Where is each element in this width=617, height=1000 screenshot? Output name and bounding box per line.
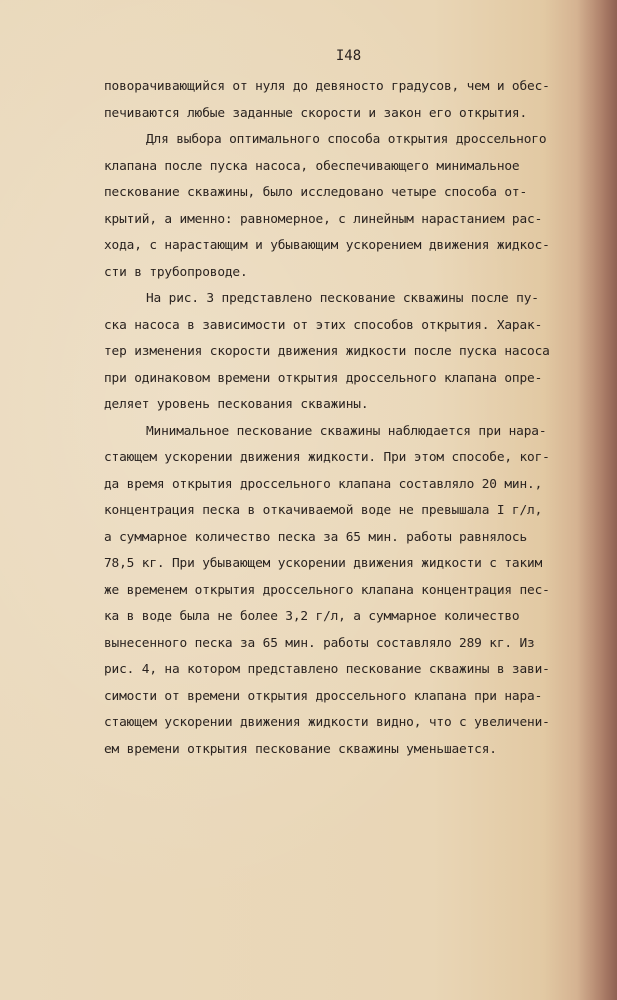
text-line: концентрация песка в откачиваемой воде не превышала I г/л, bbox=[104, 503, 543, 518]
text-line: ем времени открытия пескование скважины уменьшается. bbox=[104, 741, 497, 757]
text-line: рис. 4, на котором представлено пескование скважины в зави- bbox=[104, 662, 550, 677]
text-line: тер изменения скорости движения жидкости после пуска насоса bbox=[104, 344, 550, 359]
text-line: стающем ускорении движения жидкости. При этом способе, ког- bbox=[104, 450, 550, 465]
text-line: крытий, а именно: равномерное, с линейным нарастанием рас- bbox=[104, 211, 543, 227]
text-line: да время открытия дроссельного клапана составляло 20 мин., bbox=[104, 476, 543, 492]
text-line: На рис. 3 представлено пескование скважины после пу- bbox=[146, 291, 539, 306]
text-line: печиваются любые заданные скорости и закон его открытия. bbox=[104, 105, 528, 121]
text-line: клапана после пуска насоса, обеспечивающего минимальное bbox=[104, 158, 520, 174]
text-line: симости от времени открытия дроссельного клапана при нара- bbox=[104, 688, 543, 704]
text-line: вынесенного песка за 65 мин. работы составляло 289 кг. Из bbox=[104, 635, 535, 651]
text-line: ска насоса в зависимости от этих способов открытия. Харак- bbox=[104, 317, 543, 333]
text-line: Минимальное пескование скважины наблюдается при нара- bbox=[146, 423, 547, 439]
text-line: ка в воде была не более 3,2 г/л, а суммарное количество bbox=[104, 609, 520, 624]
text-line: при одинаковом времени открытия дроссельного клапана опре- bbox=[104, 370, 543, 386]
text-line: а суммарное количество песка за 65 мин. работы равнялось bbox=[104, 529, 528, 545]
text-line: стающем ускорении движения жидкости видно, что с увеличени- bbox=[104, 715, 550, 730]
page-number: I48 bbox=[335, 48, 362, 64]
text-line: сти в трубопроводе. bbox=[104, 264, 248, 280]
text-line: деляет уровень пескования скважины. bbox=[104, 397, 369, 412]
text-line: хода, с нарастающим и убывающим ускорением движения жидкос- bbox=[104, 238, 550, 253]
text-line: Для выбора оптимального способа открытия дроссельного bbox=[146, 132, 547, 147]
text-line: же временем открытия дроссельного клапана концентрация пес- bbox=[104, 582, 550, 598]
text-line: поворачивающийся от нуля до девяносто градусов, чем и обес- bbox=[104, 79, 550, 94]
text-line: пескование скважины, было исследовано четыре способа от- bbox=[104, 185, 528, 200]
text-line: 78,5 кг. При убывающем ускорении движения жидкости с таким bbox=[104, 556, 543, 571]
document-body-text bbox=[104, 74, 596, 763]
